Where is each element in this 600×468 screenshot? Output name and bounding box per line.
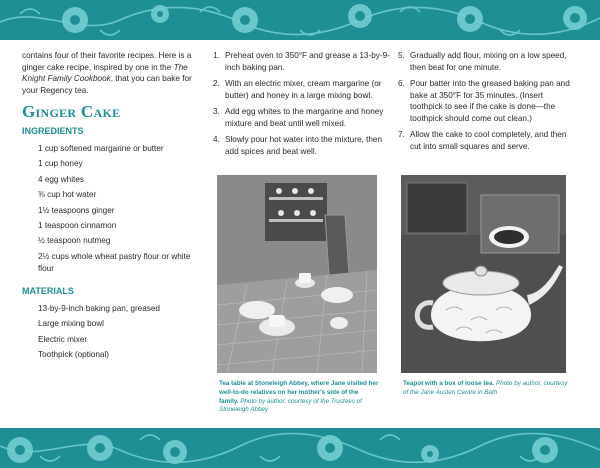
caption-credit: Photo by author, courtesy of the Jane Austen Centre in Bath (403, 380, 568, 396)
caption-title: Teapot with a box of loose tea. (403, 380, 495, 387)
step-item (398, 50, 570, 73)
step-item (213, 78, 391, 101)
step-text: Preheat oven to 350°F and grease a 13-by-9-inch baking pan. (225, 51, 390, 72)
step-item (213, 50, 391, 73)
teapot-illustration (401, 175, 566, 373)
tea-table-caption (219, 380, 379, 415)
top-decorative-band (0, 0, 600, 40)
step-text: Slowly pour hot water into the mixture, then add spices and beat well. (225, 134, 383, 156)
book-title: The Knight Family Cookbook (22, 62, 188, 84)
left-column (22, 50, 202, 373)
ingredient-item: 1½ teaspoons ginger (38, 205, 115, 215)
ingredient-item: 1 teaspoon cinnamon (38, 220, 117, 230)
tea-table-illustration (217, 175, 377, 373)
material-item: Toothpick (optional) (38, 350, 109, 360)
intro-paragraph (22, 50, 202, 96)
material-item: Large mixing bowl (38, 319, 104, 329)
intro-text-2: , that you can bake for your Regency tea. (22, 74, 192, 95)
tea-table-photo (217, 175, 377, 373)
teapot-photo (401, 175, 566, 373)
step-number: 1. (213, 51, 220, 60)
teapot-caption (403, 380, 568, 398)
right-column (398, 50, 570, 157)
step-text: Pour batter into the greased baking pan and bake at 350°F for 35 minutes. (Insert toothpick to see if the cake is done—the toothpick should come out clean.) (410, 78, 570, 123)
step-number: 2. (213, 78, 220, 88)
ingredient-item: 4 egg whites (38, 174, 84, 184)
bottom-decorative-band (0, 428, 600, 468)
material-item: Electric mixer (38, 334, 88, 344)
step-item (398, 78, 570, 124)
ingredients-heading: INGREDIENTS (22, 125, 84, 136)
step-number: 6. (398, 78, 405, 88)
step-text: Gradually add flour, mixing on a low speed, then beat for one minute. (410, 51, 567, 72)
material-item: 13-by-9-inch baking pan, greased (38, 303, 160, 313)
ingredient-item: 2½ cups whole wheat pastry flour or white flour (38, 251, 191, 273)
ingredients-list (22, 143, 202, 275)
step-text: With an electric mixer, cream margarine (or butter) and honey in a large mixing bowl. (225, 78, 382, 100)
ingredient-item: 1 cup honey (38, 159, 83, 169)
materials-heading: MATERIALS (22, 286, 74, 297)
ingredient-item: ½ teaspoon nutmeg (38, 236, 111, 246)
step-number: 5. (398, 51, 405, 60)
ingredient-item: ⅜ cup hot water (38, 190, 97, 200)
step-item (213, 106, 391, 129)
caption-credit: Photo by author, courtesy of the Trustees of Stoneleigh Abbey (219, 397, 362, 414)
step-text: Add egg whites to the margarine and honey mixture and beat until well mixed. (225, 106, 384, 128)
materials-list (22, 303, 202, 361)
steps-list-part-1 (213, 50, 391, 157)
step-text: Allow the cake to cool completely, and then cut into small squares and serve. (410, 130, 567, 151)
steps-list-part-2 (398, 50, 570, 152)
step-number: 4. (213, 134, 220, 144)
step-item (398, 129, 570, 152)
caption-title: Tea table at Stoneleigh Abbey, where Jane visited her well-to-do relatives on her mother's side of the family. (219, 380, 379, 405)
floral-ornament-top (0, 0, 600, 40)
intro-text-1: contains four of their favorite recipes. Here is a ginger cake recipe, inspired by one in the (22, 51, 192, 72)
recipe-title: Ginger Cake (22, 102, 121, 122)
floral-ornament-bottom (0, 428, 600, 468)
step-item (213, 134, 391, 157)
middle-column (213, 50, 391, 162)
step-number: 3. (213, 106, 220, 116)
ingredient-item: 1 cup softened margarine or butter (38, 143, 164, 153)
step-number: 7. (398, 130, 405, 140)
